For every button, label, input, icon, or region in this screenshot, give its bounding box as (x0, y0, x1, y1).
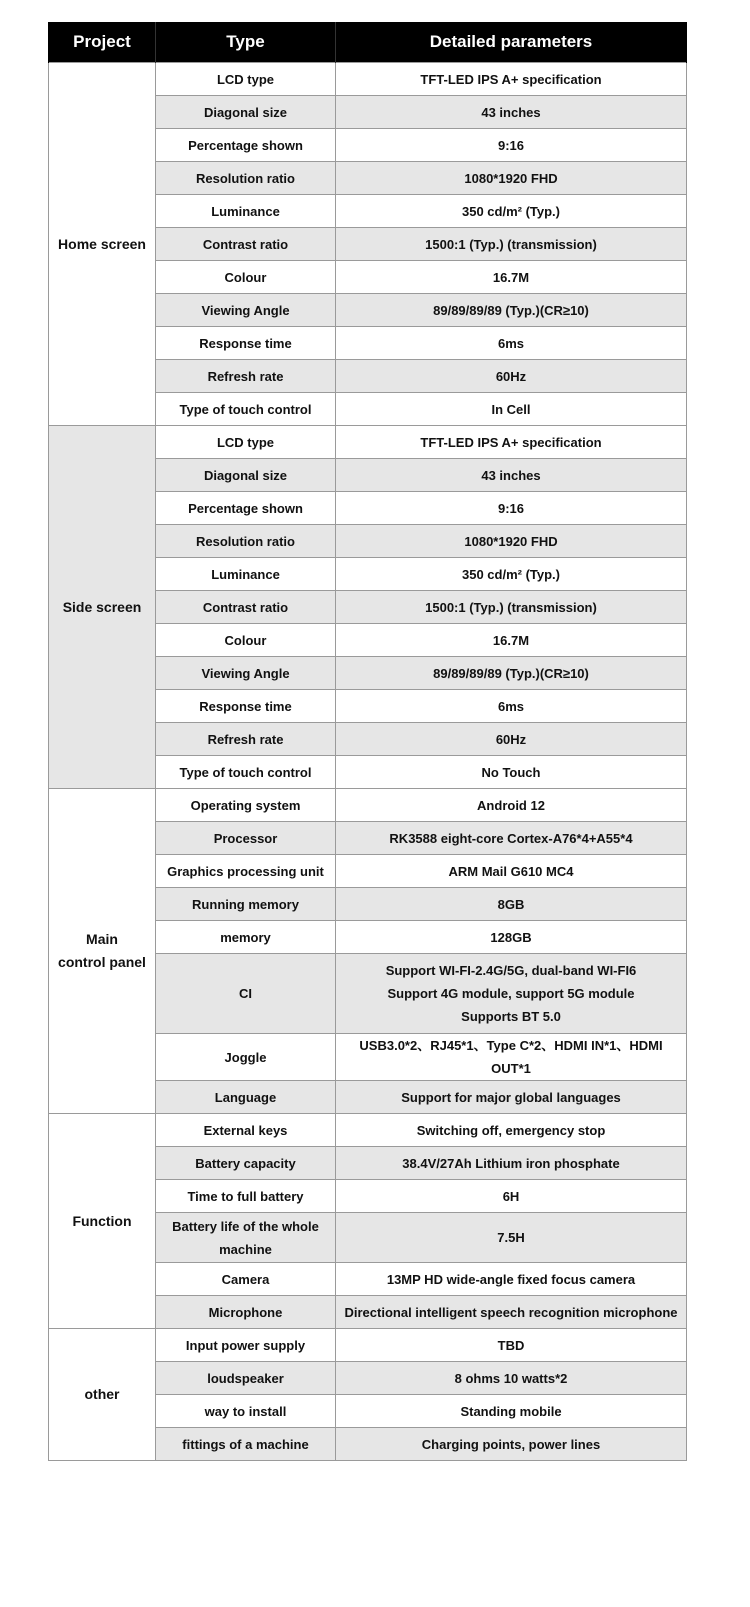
type-cell: External keys (156, 1114, 336, 1147)
parameter-cell: ARM Mail G610 MC4 (336, 855, 687, 888)
section-name-cell: other (49, 1329, 156, 1461)
parameter-cell: 6H (336, 1180, 687, 1213)
table-row (49, 1329, 687, 1362)
parameter-cell: In Cell (336, 393, 687, 426)
type-cell: Language (156, 1081, 336, 1114)
type-cell: Type of touch control (156, 393, 336, 426)
parameter-cell: 43 inches (336, 96, 687, 129)
parameter-cell: 89/89/89/89 (Typ.)(CR≥10) (336, 657, 687, 690)
parameter-cell: 8GB (336, 888, 687, 921)
type-cell: Refresh rate (156, 723, 336, 756)
type-cell: Resolution ratio (156, 525, 336, 558)
type-cell: Input power supply (156, 1329, 336, 1362)
parameter-cell: 6ms (336, 690, 687, 723)
parameter-cell: Directional intelligent speech recognition microphone (336, 1296, 687, 1329)
type-cell: LCD type (156, 63, 336, 96)
parameter-cell: 89/89/89/89 (Typ.)(CR≥10) (336, 294, 687, 327)
type-cell: fittings of a machine (156, 1428, 336, 1461)
parameter-cell: 350 cd/m² (Typ.) (336, 195, 687, 228)
table-row (49, 63, 687, 96)
section-name-cell: Side screen (49, 426, 156, 789)
parameter-cell: 1080*1920 FHD (336, 162, 687, 195)
section-name-cell: Function (49, 1114, 156, 1329)
header-type: Type (156, 22, 336, 63)
type-cell: Viewing Angle (156, 294, 336, 327)
type-cell: Time to full battery (156, 1180, 336, 1213)
parameter-cell: Android 12 (336, 789, 687, 822)
type-cell: LCD type (156, 426, 336, 459)
parameter-cell: 350 cd/m² (Typ.) (336, 558, 687, 591)
type-cell: Battery capacity (156, 1147, 336, 1180)
parameter-cell: 13MP HD wide-angle fixed focus camera (336, 1263, 687, 1296)
type-cell: Contrast ratio (156, 591, 336, 624)
type-cell: memory (156, 921, 336, 954)
type-cell: Diagonal size (156, 96, 336, 129)
parameter-cell: 7.5H (336, 1213, 687, 1263)
table-row (49, 1114, 687, 1147)
parameter-cell: Support WI-FI-2.4G/5G, dual-band WI-FI6 Support 4G module, support 5G module Supports BT 5.0 (336, 954, 687, 1034)
type-cell: Viewing Angle (156, 657, 336, 690)
type-cell: Joggle (156, 1034, 336, 1081)
type-cell: Graphics processing unit (156, 855, 336, 888)
parameter-cell: 9:16 (336, 129, 687, 162)
parameter-cell: TFT-LED IPS A+ specification (336, 426, 687, 459)
spec-table (48, 22, 687, 1461)
table-row (49, 426, 687, 459)
type-cell: Processor (156, 822, 336, 855)
type-cell: Battery life of the whole machine (156, 1213, 336, 1263)
table-header-row (49, 22, 687, 63)
header-detailed-parameters: Detailed parameters (336, 22, 687, 63)
type-cell: CI (156, 954, 336, 1034)
parameter-cell: TBD (336, 1329, 687, 1362)
type-cell: Colour (156, 261, 336, 294)
parameter-cell: 1500:1 (Typ.) (transmission) (336, 228, 687, 261)
parameter-cell: 8 ohms 10 watts*2 (336, 1362, 687, 1395)
parameter-cell: 1500:1 (Typ.) (transmission) (336, 591, 687, 624)
type-cell: Microphone (156, 1296, 336, 1329)
parameter-cell: Charging points, power lines (336, 1428, 687, 1461)
parameter-cell: 9:16 (336, 492, 687, 525)
parameter-cell: TFT-LED IPS A+ specification (336, 63, 687, 96)
parameter-cell: No Touch (336, 756, 687, 789)
type-cell: Response time (156, 690, 336, 723)
parameter-cell: Standing mobile (336, 1395, 687, 1428)
parameter-cell: 16.7M (336, 261, 687, 294)
parameter-cell: 60Hz (336, 360, 687, 393)
parameter-cell: 38.4V/27Ah Lithium iron phosphate (336, 1147, 687, 1180)
section-name-cell: Main control panel (49, 789, 156, 1114)
table-row (49, 789, 687, 822)
parameter-cell: Support for major global languages (336, 1081, 687, 1114)
type-cell: Type of touch control (156, 756, 336, 789)
type-cell: Percentage shown (156, 129, 336, 162)
type-cell: Diagonal size (156, 459, 336, 492)
parameter-cell: 43 inches (336, 459, 687, 492)
parameter-cell: 60Hz (336, 723, 687, 756)
type-cell: Luminance (156, 195, 336, 228)
type-cell: Operating system (156, 789, 336, 822)
type-cell: Response time (156, 327, 336, 360)
type-cell: Refresh rate (156, 360, 336, 393)
type-cell: Luminance (156, 558, 336, 591)
section-name-cell: Home screen (49, 63, 156, 426)
parameter-cell: 16.7M (336, 624, 687, 657)
parameter-cell: 128GB (336, 921, 687, 954)
type-cell: Percentage shown (156, 492, 336, 525)
header-project: Project (49, 22, 156, 63)
type-cell: Camera (156, 1263, 336, 1296)
type-cell: Resolution ratio (156, 162, 336, 195)
parameter-cell: 6ms (336, 327, 687, 360)
parameter-cell: Switching off, emergency stop (336, 1114, 687, 1147)
type-cell: loudspeaker (156, 1362, 336, 1395)
type-cell: Contrast ratio (156, 228, 336, 261)
type-cell: way to install (156, 1395, 336, 1428)
type-cell: Running memory (156, 888, 336, 921)
type-cell: Colour (156, 624, 336, 657)
parameter-cell: 1080*1920 FHD (336, 525, 687, 558)
parameter-cell: RK3588 eight-core Cortex-A76*4+A55*4 (336, 822, 687, 855)
table-body (49, 63, 687, 1461)
parameter-cell: USB3.0*2、RJ45*1、Type C*2、HDMI IN*1、HDMI OUT*1 (336, 1034, 687, 1081)
